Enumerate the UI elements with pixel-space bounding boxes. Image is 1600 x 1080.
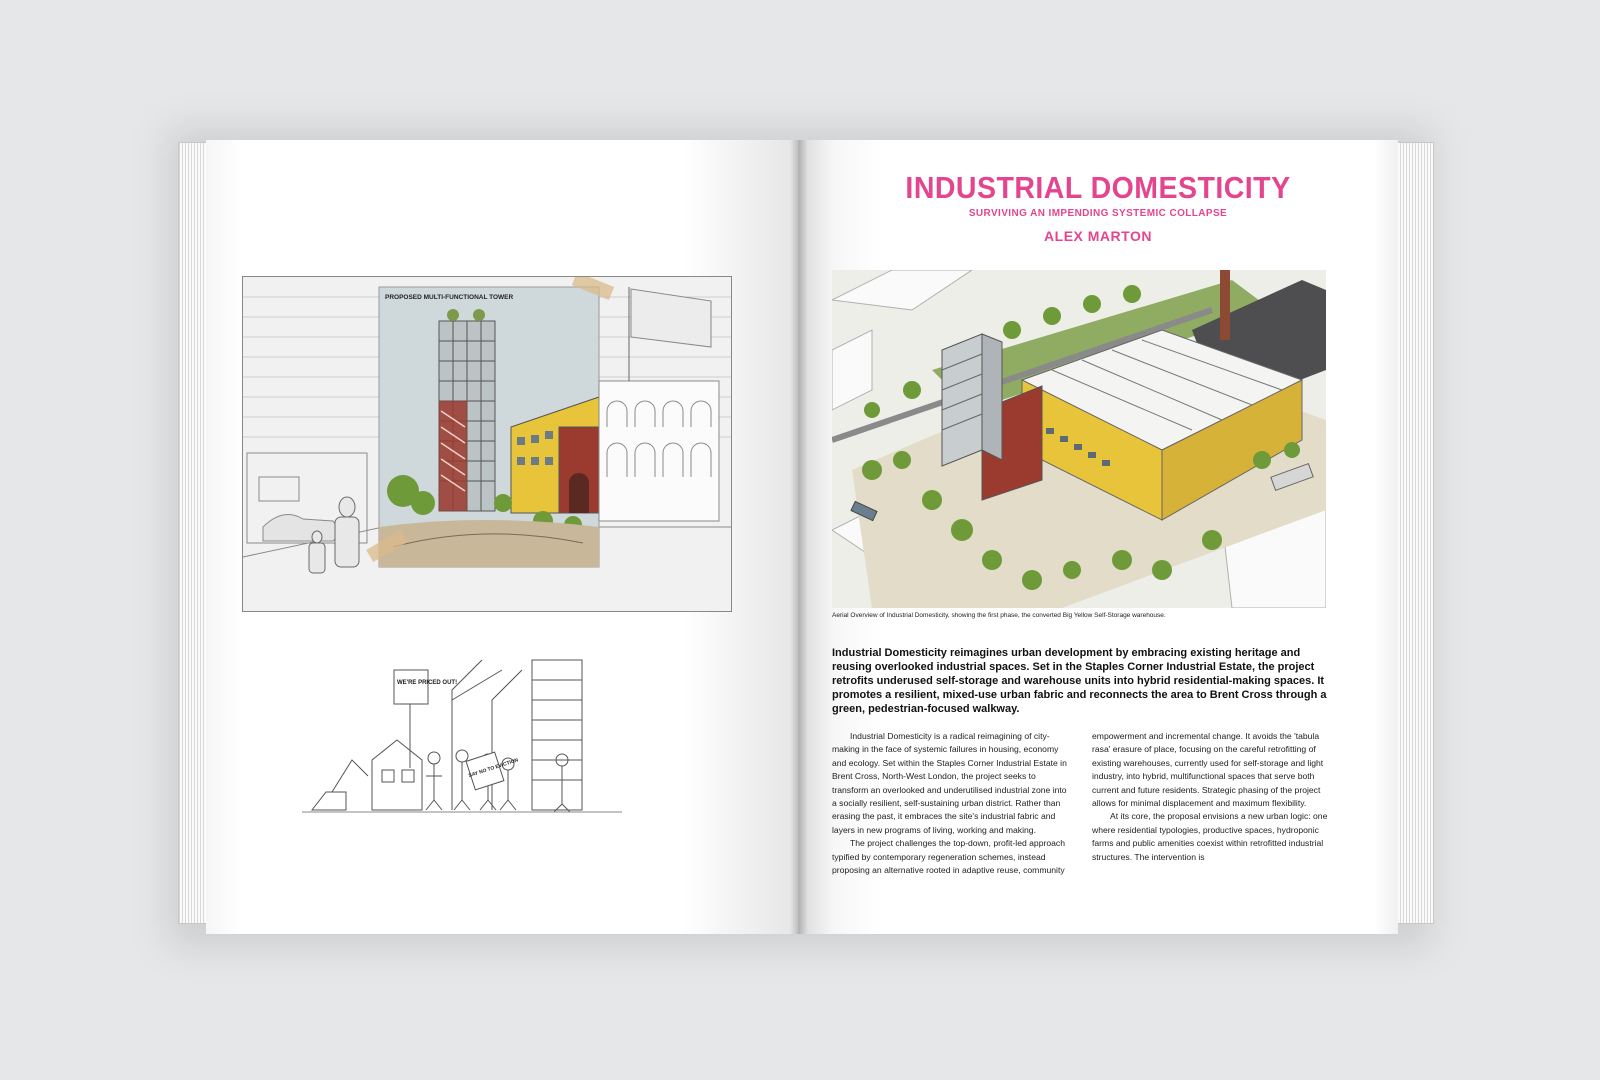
lead-paragraph: Industrial Domesticity reimagines urban development by embracing existing heritage and reusing overlooked industrial spaces. Set in the Staples Corner Industrial Estate, the project retrofits underused self-storage and warehouse units into hybrid residential-making spaces. It promotes a resilient, mixed-use urban fabric and reconnects the area to Brent Cross through a green, pedestrian-focused walkway. [832, 647, 1327, 715]
aerial-overview-illustration [832, 270, 1326, 608]
book-gutter [790, 140, 808, 934]
body-paragraph: At its core, the proposal envisions a new urban logic: one where residential typologies, productive spaces, hydroponic farms and public amenities coexist within retrofitted industrial structures. The intervention is [1092, 811, 1328, 862]
page-stack-right [1394, 142, 1434, 924]
tower-illustration-label: PROPOSED MULTI-FUNCTIONAL TOWER [385, 294, 514, 301]
protest-sign-eviction: SAY NO TO EVICTION [467, 757, 520, 780]
left-page [206, 140, 802, 934]
article-subtitle: SURVIVING AN IMPENDING SYSTEMIC COLLAPSE [968, 208, 1228, 219]
protest-sign-priced-out: WE'RE PRICED OUT! [397, 680, 458, 686]
tower-illustration-drawing [243, 277, 731, 611]
aerial-caption: Aerial Overview of Industrial Domesticity, showing the first phase, the converted Big Yellow Self-Storage warehouse. [832, 612, 1166, 619]
tower-illustration [242, 276, 732, 612]
right-page [798, 140, 1398, 934]
protest-sketch-drawing [302, 640, 622, 820]
article-body [832, 730, 1332, 890]
protest-sketch [302, 640, 622, 820]
body-paragraph: The project challenges the top-down, profit-led approach typified by contemporary regeneration schemes, instead proposing an alternative rooted in adaptive reuse, community empowerment and incremental change. It avoids the 'tabula rasa' erasure of place, focusing on the careful retrofitting of existing warehouses, currently used for self-storage and light industry, into hybrid, multifunctional spaces that serve both current and future residents. Strategic phasing of the project allows for minimal displacement and maximum flexibility. [832, 731, 1324, 876]
article-author: ALEX MARTON [1044, 228, 1152, 244]
article-title: INDUSTRIAL DOMESTICITY [905, 170, 1291, 205]
aerial-overview-drawing [832, 270, 1326, 608]
body-paragraph: Industrial Domesticity is a radical reimagining of city-making in the face of systemic failures in housing, economy and ecology. Set within the Staples Corner Industrial Estate in Brent Cross, North-West London, the project seeks to transform an overlooked and underutilised industrial zone into a socially resilient, self-sustaining urban district. Rather than erasing the past, it embraces the site's industrial fabric and layers in new programs of living, working and making. [832, 731, 1067, 835]
